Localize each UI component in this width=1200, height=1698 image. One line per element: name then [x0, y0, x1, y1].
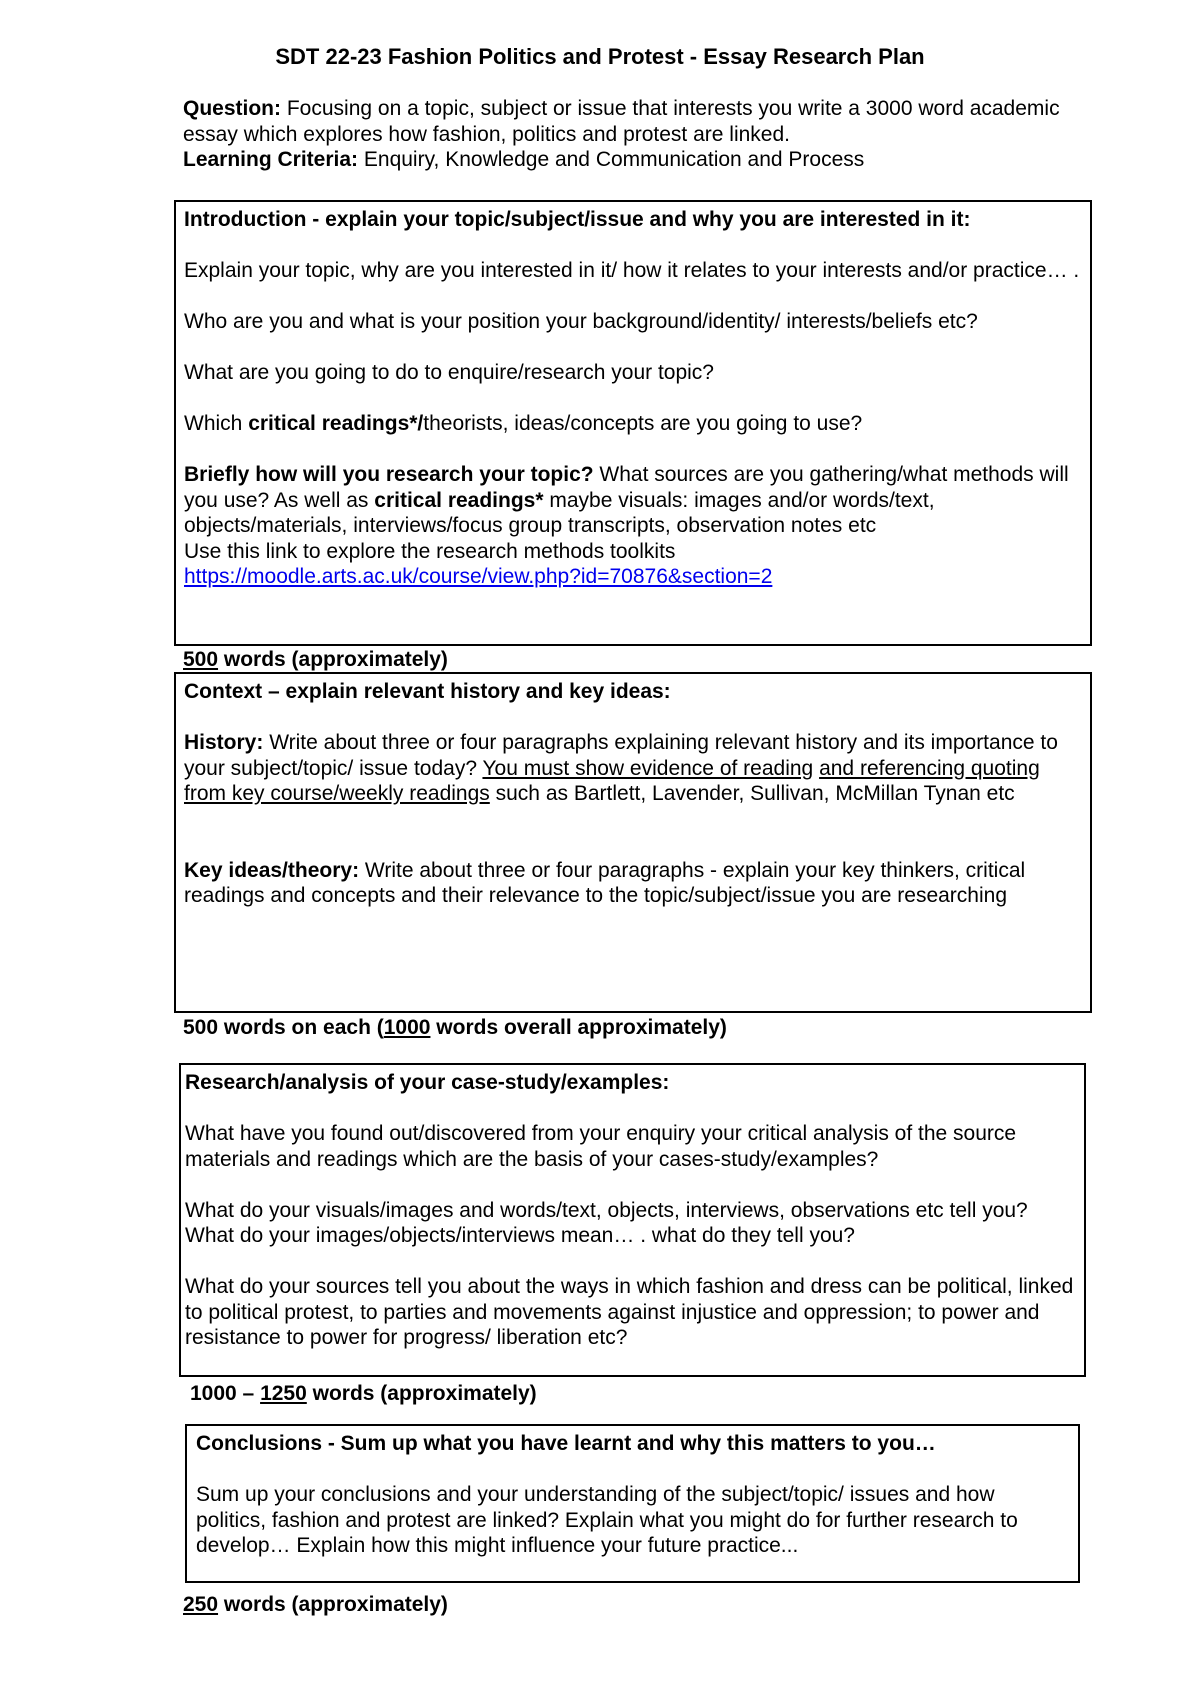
research-word-count-post: words (approximately): [306, 1382, 537, 1405]
introduction-word-count: [183, 647, 448, 673]
criteria-line: [183, 147, 1083, 173]
readings-post: theorists, ideas/concepts are you going to use?: [423, 412, 863, 435]
research-sources-prompt: What do your sources tell you about the ways in which fashion and dress can be political, linked to political protest, to parties and movements against injustice and oppression; to power and resistance to power for progress/ liberation etc?: [185, 1275, 1074, 1349]
page-title: SDT 22-23 Fashion Politics and Protest - Essay Research Plan: [275, 44, 925, 69]
assignment-header: [183, 96, 1083, 173]
conclusions-word-count-text: words (approximately): [218, 1593, 448, 1616]
conclusions-box: [185, 1424, 1080, 1583]
methods-text: What sources are you gathering/what methods will you use? As well as: [184, 463, 1069, 512]
research-meaning-prompt: What do your images/objects/interviews mean… . what do they tell you?: [185, 1224, 855, 1247]
conclusions-word-count: [183, 1592, 448, 1618]
methods-text-2: maybe visuals: images and/or words/text, objects/materials, interviews/focus group transcripts, observation notes etc: [184, 488, 935, 537]
introduction-topic-prompt: Explain your topic, why are you interested in it/ how it relates to your interests and/or practice… .: [184, 259, 1080, 282]
research-findings-prompt: What have you found out/discovered from your enquiry your critical analysis of the source materials and readings which are the basis of your cases-study/examples?: [185, 1122, 1017, 1171]
introduction-readings-prompt: [184, 411, 1082, 437]
history-text: Write about three or four paragraphs explaining relevant history and its importance to your subject/topic/ issue today?: [184, 731, 1058, 780]
readings-pre: Which: [184, 412, 249, 435]
introduction-word-count-number: 500: [183, 648, 219, 671]
key-ideas-text: Write about three or four paragraphs - explain your key thinkers, critical readings and concepts and their relevance to the topic/subject/issue you are researching: [184, 858, 1026, 907]
research-word-count-number: 1250: [260, 1382, 307, 1405]
research-word-count-pre: 1000 –: [190, 1382, 261, 1405]
question-text: Focusing on a topic, subject or issue that interests you write a 3000 word academic essay which explores how fashion, politics and protest are linked.: [183, 97, 1060, 146]
context-word-count-pre: 500 words on each (: [183, 1016, 384, 1039]
question-line: [183, 96, 1083, 147]
history-examples: such as Bartlett, Lavender, Sullivan, McMillan Tynan etc: [489, 782, 1015, 805]
context-word-count-number: 1000: [383, 1016, 431, 1039]
history-referencing-requirement: and referencing quoting from key course/weekly readings: [184, 756, 1040, 805]
introduction-box: [174, 200, 1092, 646]
conclusions-word-count-number: 250: [183, 1593, 219, 1616]
introduction-position-prompt: Who are you and what is your position your background/identity/ interests/beliefs etc?: [184, 310, 978, 333]
introduction-methods-prompt: [184, 462, 1082, 539]
conclusions-prompt: Sum up your conclusions and your understanding of the subject/topic/ issues and how politics, fashion and protest are linked? Explain what you might do for further research to develop… Explain how this might influence your future practice...: [196, 1483, 1018, 1557]
introduction-word-count-text: words (approximately): [218, 648, 448, 671]
research-box: [179, 1063, 1086, 1377]
introduction-enquiry-prompt: What are you going to do to enquire/research your topic?: [184, 361, 714, 384]
criteria-text: Enquiry, Knowledge and Communication and Process: [363, 148, 865, 171]
context-word-count: [183, 1015, 727, 1041]
methods-readings-bold: critical readings*: [374, 488, 544, 512]
criteria-label: Learning Criteria:: [183, 148, 359, 171]
introduction-heading: Introduction - explain your topic/subject/issue and why you are interested in it:: [184, 208, 971, 231]
research-visuals-prompt: What do your visuals/images and words/text, objects, interviews, observations etc tell you?: [185, 1198, 1028, 1222]
history-label: History:: [184, 731, 264, 754]
question-label: Question:: [183, 97, 281, 120]
conclusions-heading: Conclusions - Sum up what you have learnt and why this matters to you…: [196, 1432, 936, 1455]
research-heading: Research/analysis of your case-study/examples:: [185, 1071, 670, 1094]
context-box: [174, 672, 1092, 1013]
context-word-count-post: words overall approximately): [430, 1016, 727, 1039]
context-history-prompt: [184, 730, 1082, 807]
context-heading: Context – explain relevant history and key ideas:: [184, 680, 671, 703]
readings-bold: critical readings*/: [248, 412, 424, 435]
history-reading-requirement: You must show evidence of reading: [482, 756, 814, 780]
key-ideas-label: Key ideas/theory:: [184, 858, 360, 882]
research-word-count: [190, 1381, 537, 1407]
context-key-ideas-prompt: [184, 858, 1082, 909]
methods-bold: Briefly how will you research your topic?: [184, 463, 594, 486]
toolkit-line: Use this link to explore the research methods toolkits: [184, 539, 676, 563]
moodle-link[interactable]: https://moodle.arts.ac.uk/course/view.php?id=70876&section=2: [184, 565, 773, 588]
